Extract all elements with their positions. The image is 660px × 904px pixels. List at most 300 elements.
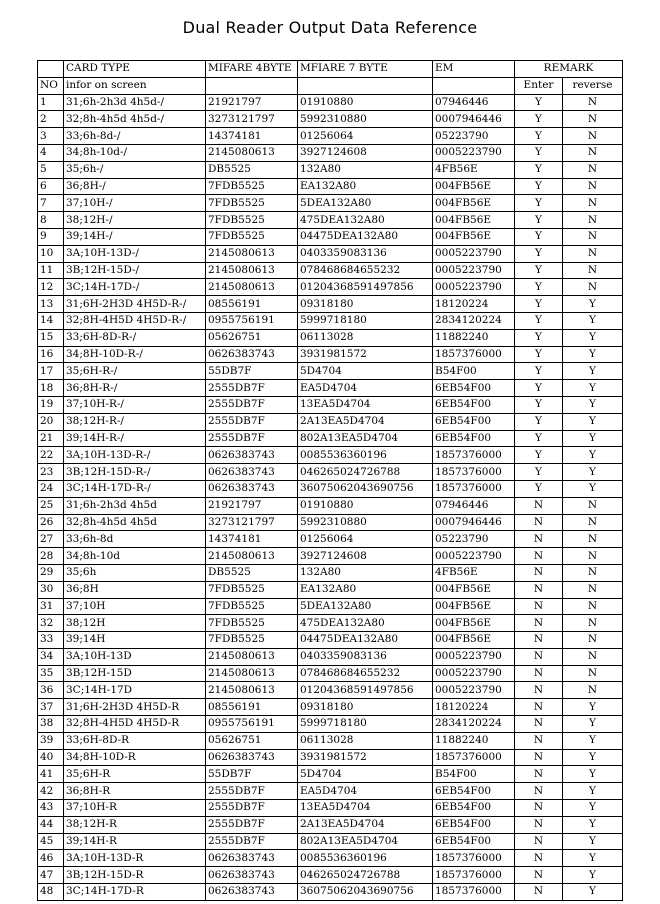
table-row <box>38 380 623 397</box>
mifare-4byte-value: 2145080613 <box>206 548 298 565</box>
enter-flag: Y <box>515 262 563 279</box>
table-row <box>38 749 623 766</box>
enter-flag: N <box>515 833 563 850</box>
card-type-info: 3A;10H-13D-R-/ <box>64 447 206 464</box>
card-type-info: 34;8h-10d <box>64 548 206 565</box>
reverse-flag: N <box>563 581 623 598</box>
mifare-4byte-value: 14374181 <box>206 531 298 548</box>
mifare-4byte-value: 3273121797 <box>206 514 298 531</box>
row-no: 40 <box>38 749 64 766</box>
mifare-4byte-value: 2145080613 <box>206 665 298 682</box>
enter-flag: Y <box>515 329 563 346</box>
row-no: 7 <box>38 195 64 212</box>
reverse-flag: N <box>563 144 623 161</box>
em-value: 18120224 <box>433 699 515 716</box>
mifare-7byte-value: 5D4704 <box>298 766 433 783</box>
reverse-flag: N <box>563 279 623 296</box>
card-type-info: 35;6h <box>64 564 206 581</box>
mifare-7byte-value: 5999718180 <box>298 716 433 733</box>
em-value: 004FB56E <box>433 615 515 632</box>
mifare-7byte-value: 0085536360196 <box>298 447 433 464</box>
card-type-info: 3C;14H-17D <box>64 682 206 699</box>
table-row <box>38 833 623 850</box>
em-value: 0005223790 <box>433 665 515 682</box>
header-mifare-4byte: MIFARE 4BYTE <box>206 61 298 78</box>
mifare-4byte-value: 2555DB7F <box>206 816 298 833</box>
mifare-4byte-value: 0626383743 <box>206 447 298 464</box>
table-row <box>38 464 623 481</box>
subheader-row <box>38 77 623 94</box>
mifare-4byte-value: 0626383743 <box>206 867 298 884</box>
mifare-4byte-value: 7FDB5525 <box>206 212 298 229</box>
em-value: 07946446 <box>433 94 515 111</box>
reverse-flag: Y <box>563 296 623 313</box>
enter-flag: Y <box>515 413 563 430</box>
table-row <box>38 581 623 598</box>
em-value: 4FB56E <box>433 564 515 581</box>
row-no: 38 <box>38 716 64 733</box>
row-no: 9 <box>38 228 64 245</box>
mifare-7byte-value: 802A13EA5D4704 <box>298 833 433 850</box>
mifare-4byte-value: 0626383743 <box>206 884 298 901</box>
em-value: 1857376000 <box>433 850 515 867</box>
subheader-blank-cell <box>206 77 298 94</box>
mifare-4byte-value: 7FDB5525 <box>206 178 298 195</box>
em-value: 004FB56E <box>433 212 515 229</box>
card-type-info: 3C;14H-17D-/ <box>64 279 206 296</box>
em-value: 1857376000 <box>433 480 515 497</box>
row-no: 46 <box>38 850 64 867</box>
enter-flag: Y <box>515 228 563 245</box>
mifare-4byte-value: 2555DB7F <box>206 430 298 447</box>
em-value: 0005223790 <box>433 144 515 161</box>
em-value: 05223790 <box>433 531 515 548</box>
mifare-7byte-value: EA132A80 <box>298 581 433 598</box>
mifare-7byte-value: 078468684655232 <box>298 262 433 279</box>
enter-flag: Y <box>515 363 563 380</box>
em-value: 07946446 <box>433 497 515 514</box>
mifare-7byte-value: 09318180 <box>298 296 433 313</box>
table-row <box>38 346 623 363</box>
card-type-info: 31;6H-2H3D 4H5D-R-/ <box>64 296 206 313</box>
table-row <box>38 245 623 262</box>
row-no: 4 <box>38 144 64 161</box>
table-row <box>38 800 623 817</box>
mifare-4byte-value: 2555DB7F <box>206 833 298 850</box>
row-no: 35 <box>38 665 64 682</box>
mifare-7byte-value: 078468684655232 <box>298 665 433 682</box>
reverse-flag: Y <box>563 329 623 346</box>
card-type-info: 39;14H <box>64 632 206 649</box>
mifare-4byte-value: 0626383743 <box>206 480 298 497</box>
reverse-flag: Y <box>563 766 623 783</box>
row-no: 15 <box>38 329 64 346</box>
em-value: 0007946446 <box>433 111 515 128</box>
row-no: 30 <box>38 581 64 598</box>
row-no: 21 <box>38 430 64 447</box>
mifare-7byte-value: 3927124608 <box>298 144 433 161</box>
table-row <box>38 363 623 380</box>
enter-flag: Y <box>515 245 563 262</box>
enter-flag: N <box>515 682 563 699</box>
row-no: 28 <box>38 548 64 565</box>
card-type-info: 31;6h-2h3d 4h5d-/ <box>64 94 206 111</box>
row-no: 19 <box>38 396 64 413</box>
mifare-4byte-value: 7FDB5525 <box>206 195 298 212</box>
table-row <box>38 648 623 665</box>
enter-flag: N <box>515 581 563 598</box>
mifare-7byte-value: 046265024726788 <box>298 867 433 884</box>
em-value: 1857376000 <box>433 749 515 766</box>
enter-flag: Y <box>515 296 563 313</box>
reverse-flag: Y <box>563 850 623 867</box>
reverse-flag: Y <box>563 699 623 716</box>
enter-flag: Y <box>515 430 563 447</box>
reverse-flag: N <box>563 111 623 128</box>
enter-flag: N <box>515 564 563 581</box>
card-type-info: 3C;14H-17D-R-/ <box>64 480 206 497</box>
mifare-4byte-value: 7FDB5525 <box>206 632 298 649</box>
mifare-7byte-value: 5DEA132A80 <box>298 195 433 212</box>
reverse-flag: N <box>563 514 623 531</box>
row-no: 36 <box>38 682 64 699</box>
mifare-4byte-value: 2555DB7F <box>206 396 298 413</box>
enter-flag: N <box>515 632 563 649</box>
table-row <box>38 447 623 464</box>
card-type-info: 35;6h-/ <box>64 161 206 178</box>
header-em: EM <box>433 61 515 78</box>
reverse-flag: Y <box>563 833 623 850</box>
em-value: 0007946446 <box>433 514 515 531</box>
row-no: 31 <box>38 598 64 615</box>
card-type-info: 37;10H-R <box>64 800 206 817</box>
mifare-7byte-value: 5992310880 <box>298 514 433 531</box>
table-row <box>38 228 623 245</box>
card-type-info: 38;12H-/ <box>64 212 206 229</box>
em-value: 004FB56E <box>433 598 515 615</box>
card-type-info: 33;6h-8d <box>64 531 206 548</box>
reverse-flag: N <box>563 497 623 514</box>
mifare-4byte-value: 05626751 <box>206 732 298 749</box>
mifare-7byte-value: 0403359083136 <box>298 245 433 262</box>
card-type-info: 37;10H-/ <box>64 195 206 212</box>
em-value: 6EB54F00 <box>433 816 515 833</box>
enter-flag: N <box>515 514 563 531</box>
enter-flag: Y <box>515 346 563 363</box>
mifare-7byte-value: 04475DEA132A80 <box>298 632 433 649</box>
row-no: 12 <box>38 279 64 296</box>
enter-flag: Y <box>515 195 563 212</box>
table-row <box>38 598 623 615</box>
table-row <box>38 329 623 346</box>
table-row <box>38 128 623 145</box>
mifare-4byte-value: 0626383743 <box>206 464 298 481</box>
mifare-4byte-value: 2145080613 <box>206 682 298 699</box>
enter-flag: N <box>515 531 563 548</box>
table-row <box>38 766 623 783</box>
reverse-flag: N <box>563 665 623 682</box>
card-type-info: 38;12H-R <box>64 816 206 833</box>
mifare-7byte-value: 5999718180 <box>298 312 433 329</box>
mifare-4byte-value: 2145080613 <box>206 144 298 161</box>
mifare-7byte-value: 132A80 <box>298 161 433 178</box>
mifare-7byte-value: 475DEA132A80 <box>298 615 433 632</box>
enter-flag: N <box>515 716 563 733</box>
header-mifare-7byte: MFIARE 7 BYTE <box>298 61 433 78</box>
card-type-info: 3B;12H-15D-/ <box>64 262 206 279</box>
row-no: 13 <box>38 296 64 313</box>
subheader-blank-cell <box>298 77 433 94</box>
reverse-flag: N <box>563 161 623 178</box>
mifare-7byte-value: 09318180 <box>298 699 433 716</box>
em-value: 11882240 <box>433 732 515 749</box>
card-type-info: 36;8H-R <box>64 783 206 800</box>
mifare-7byte-value: 36075062043690756 <box>298 884 433 901</box>
mifare-4byte-value: 3273121797 <box>206 111 298 128</box>
reverse-flag: N <box>563 245 623 262</box>
reverse-flag: N <box>563 615 623 632</box>
enter-flag: Y <box>515 212 563 229</box>
mifare-7byte-value: 06113028 <box>298 732 433 749</box>
row-no: 5 <box>38 161 64 178</box>
enter-flag: N <box>515 732 563 749</box>
em-value: 0005223790 <box>433 262 515 279</box>
em-value: 6EB54F00 <box>433 833 515 850</box>
mifare-4byte-value: 0626383743 <box>206 749 298 766</box>
mifare-7byte-value: 13EA5D4704 <box>298 800 433 817</box>
mifare-4byte-value: 2555DB7F <box>206 783 298 800</box>
mifare-4byte-value: 0626383743 <box>206 346 298 363</box>
row-no: 47 <box>38 867 64 884</box>
mifare-7byte-value: 5992310880 <box>298 111 433 128</box>
mifare-4byte-value: 2145080613 <box>206 279 298 296</box>
header-blank-cell <box>38 61 64 78</box>
em-value: 1857376000 <box>433 867 515 884</box>
table-row <box>38 850 623 867</box>
enter-flag: Y <box>515 144 563 161</box>
mifare-7byte-value: 2A13EA5D4704 <box>298 816 433 833</box>
enter-flag: N <box>515 497 563 514</box>
header-card-type: CARD TYPE <box>64 61 206 78</box>
mifare-7byte-value: 3931981572 <box>298 346 433 363</box>
enter-flag: N <box>515 548 563 565</box>
em-value: 0005223790 <box>433 682 515 699</box>
card-type-info: 36;8H <box>64 581 206 598</box>
reverse-flag: Y <box>563 749 623 766</box>
reverse-flag: N <box>563 598 623 615</box>
row-no: 6 <box>38 178 64 195</box>
reverse-flag: N <box>563 632 623 649</box>
table-row <box>38 111 623 128</box>
mifare-4byte-value: 2555DB7F <box>206 380 298 397</box>
mifare-4byte-value: 0955756191 <box>206 716 298 733</box>
card-type-info: 39;14H-R <box>64 833 206 850</box>
card-type-info: 34;8H-10D-R <box>64 749 206 766</box>
page-title: Dual Reader Output Data Reference <box>182 18 478 37</box>
mifare-4byte-value: 2555DB7F <box>206 800 298 817</box>
em-value: 4FB56E <box>433 161 515 178</box>
reverse-flag: Y <box>563 800 623 817</box>
mifare-7byte-value: 06113028 <box>298 329 433 346</box>
enter-flag: Y <box>515 447 563 464</box>
row-no: 26 <box>38 514 64 531</box>
enter-flag: Y <box>515 396 563 413</box>
table-row <box>38 564 623 581</box>
mifare-4byte-value: 7FDB5525 <box>206 581 298 598</box>
mifare-7byte-value: 2A13EA5D4704 <box>298 413 433 430</box>
mifare-4byte-value: 7FDB5525 <box>206 615 298 632</box>
enter-flag: Y <box>515 111 563 128</box>
row-no: 1 <box>38 94 64 111</box>
em-value: 6EB54F00 <box>433 783 515 800</box>
row-no: 29 <box>38 564 64 581</box>
row-no: 17 <box>38 363 64 380</box>
em-value: 0005223790 <box>433 548 515 565</box>
mifare-7byte-value: 3931981572 <box>298 749 433 766</box>
table-row <box>38 732 623 749</box>
table-row <box>38 480 623 497</box>
reverse-flag: N <box>563 94 623 111</box>
header-no: NO <box>38 77 64 94</box>
table-row <box>38 497 623 514</box>
em-value: 0005223790 <box>433 648 515 665</box>
enter-flag: Y <box>515 380 563 397</box>
em-value: 6EB54F00 <box>433 430 515 447</box>
mifare-4byte-value: 2145080613 <box>206 245 298 262</box>
row-no: 3 <box>38 128 64 145</box>
reverse-flag: Y <box>563 816 623 833</box>
table-row <box>38 178 623 195</box>
enter-flag: N <box>515 665 563 682</box>
mifare-7byte-value: 046265024726788 <box>298 464 433 481</box>
em-value: 6EB54F00 <box>433 413 515 430</box>
enter-flag: N <box>515 783 563 800</box>
reverse-flag: N <box>563 195 623 212</box>
enter-flag: N <box>515 850 563 867</box>
reverse-flag: Y <box>563 447 623 464</box>
row-no: 8 <box>38 212 64 229</box>
card-type-info: 39;14H-/ <box>64 228 206 245</box>
row-no: 25 <box>38 497 64 514</box>
table-row <box>38 94 623 111</box>
em-value: 004FB56E <box>433 228 515 245</box>
header-enter: Enter <box>515 77 563 94</box>
card-type-info: 36;8H-R-/ <box>64 380 206 397</box>
reverse-flag: Y <box>563 480 623 497</box>
card-type-info: 32;8H-4H5D 4H5D-R <box>64 716 206 733</box>
table-row <box>38 262 623 279</box>
card-type-info: 39;14H-R-/ <box>64 430 206 447</box>
table-row <box>38 312 623 329</box>
mifare-4byte-value: 2145080613 <box>206 648 298 665</box>
mifare-4byte-value: 7FDB5525 <box>206 598 298 615</box>
mifare-7byte-value: 475DEA132A80 <box>298 212 433 229</box>
em-value: 0005223790 <box>433 279 515 296</box>
em-value: 004FB56E <box>433 195 515 212</box>
reverse-flag: Y <box>563 430 623 447</box>
output-data-table <box>37 60 623 901</box>
reverse-flag: N <box>563 228 623 245</box>
em-value: 004FB56E <box>433 632 515 649</box>
reverse-flag: Y <box>563 732 623 749</box>
mifare-7byte-value: 5DEA132A80 <box>298 598 433 615</box>
row-no: 33 <box>38 632 64 649</box>
reverse-flag: N <box>563 548 623 565</box>
mifare-4byte-value: 08556191 <box>206 296 298 313</box>
mifare-7byte-value: 0085536360196 <box>298 850 433 867</box>
table-row <box>38 531 623 548</box>
row-no: 22 <box>38 447 64 464</box>
enter-flag: Y <box>515 94 563 111</box>
mifare-4byte-value: 08556191 <box>206 699 298 716</box>
enter-flag: N <box>515 816 563 833</box>
em-value: 2834120224 <box>433 312 515 329</box>
card-type-info: 33;6H-8D-R <box>64 732 206 749</box>
mifare-7byte-value: 5D4704 <box>298 363 433 380</box>
reverse-flag: Y <box>563 363 623 380</box>
mifare-7byte-value: 13EA5D4704 <box>298 396 433 413</box>
row-no: 10 <box>38 245 64 262</box>
em-value: 18120224 <box>433 296 515 313</box>
table-row <box>38 161 623 178</box>
row-no: 24 <box>38 480 64 497</box>
table-row <box>38 816 623 833</box>
table-row <box>38 615 623 632</box>
mifare-4byte-value: 14374181 <box>206 128 298 145</box>
mifare-7byte-value: 01910880 <box>298 497 433 514</box>
enter-flag: N <box>515 800 563 817</box>
em-value: 05223790 <box>433 128 515 145</box>
reverse-flag: Y <box>563 346 623 363</box>
table-row <box>38 548 623 565</box>
enter-flag: Y <box>515 464 563 481</box>
mifare-7byte-value: 132A80 <box>298 564 433 581</box>
row-no: 18 <box>38 380 64 397</box>
mifare-7byte-value: 01256064 <box>298 531 433 548</box>
row-no: 39 <box>38 732 64 749</box>
card-type-info: 3A;10H-13D-R <box>64 850 206 867</box>
card-type-info: 3C;14H-17D-R <box>64 884 206 901</box>
card-type-info: 32;8h-4h5d 4h5d <box>64 514 206 531</box>
table-row <box>38 783 623 800</box>
mifare-7byte-value: 01256064 <box>298 128 433 145</box>
row-no: 43 <box>38 800 64 817</box>
mifare-4byte-value: 55DB7F <box>206 363 298 380</box>
mifare-7byte-value: 04475DEA132A80 <box>298 228 433 245</box>
enter-flag: N <box>515 699 563 716</box>
row-no: 48 <box>38 884 64 901</box>
reverse-flag: Y <box>563 380 623 397</box>
card-type-info: 3B;12H-15D-R <box>64 867 206 884</box>
enter-flag: N <box>515 884 563 901</box>
enter-flag: Y <box>515 279 563 296</box>
card-type-info: 32;8H-4H5D 4H5D-R-/ <box>64 312 206 329</box>
card-type-info: 37;10H <box>64 598 206 615</box>
mifare-7byte-value: 01204368591497856 <box>298 279 433 296</box>
enter-flag: Y <box>515 128 563 145</box>
mifare-7byte-value: 01910880 <box>298 94 433 111</box>
header-row <box>38 61 623 78</box>
mifare-7byte-value: 0403359083136 <box>298 648 433 665</box>
row-no: 44 <box>38 816 64 833</box>
mifare-4byte-value: 0626383743 <box>206 850 298 867</box>
card-type-info: 36;8H-/ <box>64 178 206 195</box>
reverse-flag: N <box>563 212 623 229</box>
card-type-info: 3A;10H-13D <box>64 648 206 665</box>
subheader-blank-cell <box>433 77 515 94</box>
enter-flag: Y <box>515 178 563 195</box>
table-row <box>38 296 623 313</box>
